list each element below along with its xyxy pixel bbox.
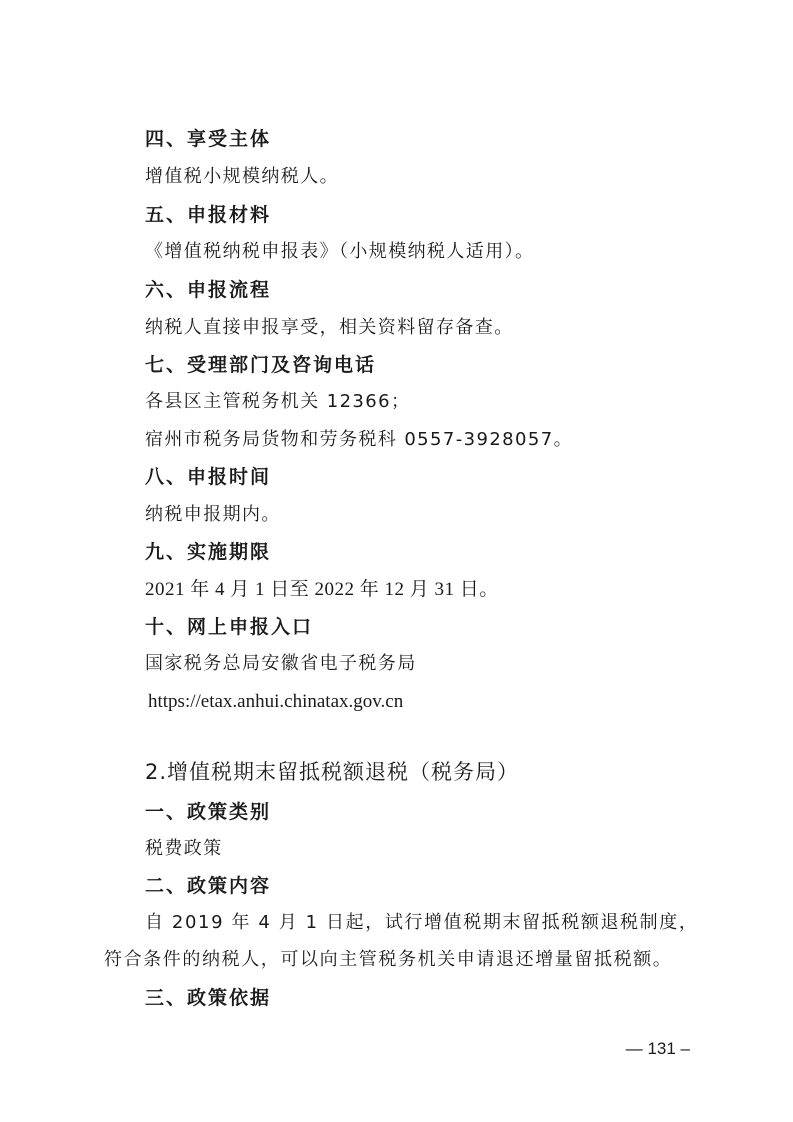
- section-heading-content: 二、政策内容: [145, 875, 272, 897]
- paragraph-contact-county: 各县区主管税务机关 12366；: [145, 391, 411, 412]
- page-number: — 131 –: [625, 1039, 690, 1058]
- section-heading-filing-time: 八、申报时间: [145, 466, 272, 488]
- paragraph-beneficiary: 增值税小规模纳税人。: [145, 166, 339, 187]
- section-heading-contact: 七、受理部门及咨询电话: [145, 354, 377, 376]
- paragraph-online-entry: 国家税务总局安徽省电子税务局: [145, 653, 417, 674]
- section-heading-beneficiary: 四、享受主体: [145, 128, 272, 150]
- section-heading-category: 一、政策类别: [145, 801, 272, 823]
- section-heading-period: 九、实施期限: [145, 541, 272, 563]
- paragraph-period: 2021 年 4 月 1 日至 2022 年 12 月 31 日。: [145, 579, 499, 600]
- paragraph-contact-city: 宿州市税务局货物和劳务税科 0557-3928057。: [145, 429, 573, 450]
- paragraph-filing-time: 纳税申报期内。: [145, 504, 281, 525]
- policy-title: 2.增值税期末留抵税额退税（税务局）: [145, 760, 520, 784]
- paragraph-materials: 《增值税纳税申报表》（小规模纳税人适用）。: [145, 241, 535, 262]
- paragraph-content-line-2: 符合条件的纳税人，可以向主管税务机关申请退还增量留抵税额。: [104, 949, 673, 970]
- section-heading-basis: 三、政策依据: [145, 987, 272, 1009]
- online-entry-link[interactable]: https://etax.anhui.chinatax.gov.cn: [148, 691, 404, 712]
- paragraph-content-line-1: 自 2019 年 4 月 1 日起，试行增值税期末留抵税额退税制度，: [145, 912, 699, 933]
- paragraph-category: 税费政策: [145, 838, 223, 859]
- section-heading-online-entry: 十、网上申报入口: [145, 616, 314, 638]
- section-heading-materials: 五、申报材料: [145, 204, 272, 226]
- section-heading-process: 六、申报流程: [145, 279, 272, 301]
- paragraph-process: 纳税人直接申报享受，相关资料留存备查。: [145, 317, 514, 338]
